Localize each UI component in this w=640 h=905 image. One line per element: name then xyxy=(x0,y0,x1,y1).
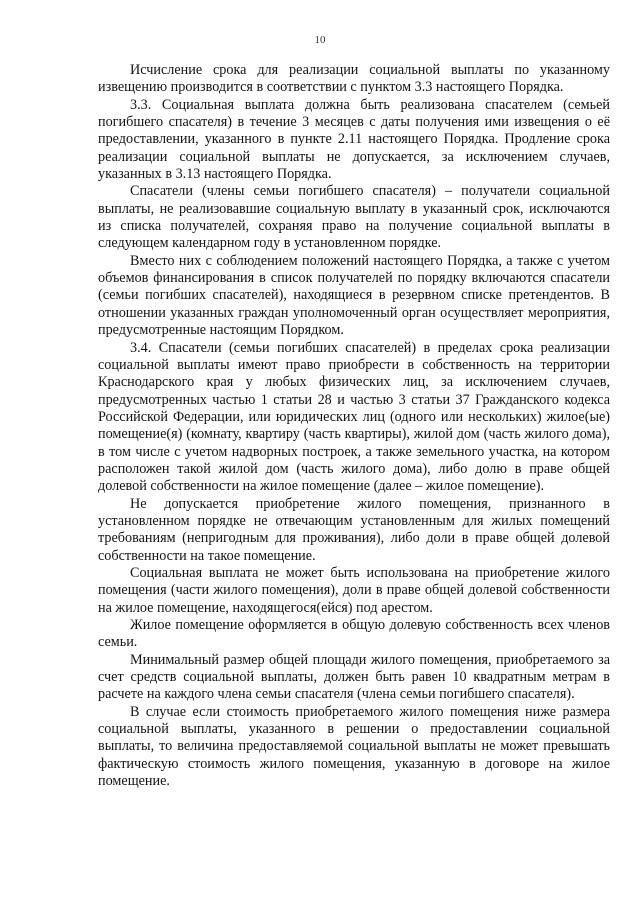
paragraph-6: Не допускается приобретение жилого помещения, признанного в установленном порядке не отвечающим установленным для жилых помещений требованиям (непригодным для проживания), либо доли в праве общей долевой собственности на такое помещение. xyxy=(98,495,610,564)
page-number: 10 xyxy=(314,34,326,46)
paragraph-1: Исчисление срока для реализации социальной выплаты по указанному извещению производится в соответствии с пунктом 3.3 настоящего Порядка. xyxy=(98,62,610,96)
paragraph-5: 3.4. Спасатели (семьи погибших спасателей) в пределах срока реализации социальной выплаты имеют право приобрести в собственность на территории Краснодарского края у любых физических лиц, за исключением случаев, предусмотренных частью 1 статьи 28 и частью 3 статьи 37 Гражданского кодекса Российской Федерации, или юридических лиц (одного или нескольких) жилое(ые) помещение(я) (комнату, квартиру (часть квартиры), жилой дом (часть жилого дома), в том числе с учетом надворных построек, а также земельного участка, на котором расположен такой жилой дом (часть жилого дома), либо долю в праве общей долевой собственности на жилое помещение (далее – жилое помещение). xyxy=(98,339,610,495)
paragraph-10: В случае если стоимость приобретаемого жилого помещения ниже размера социальной выплаты, указанного в решении о предоставлении социальной выплаты, то величина предоставляемой социальной выплаты не может превышать фактическую стоимость жилого помещения, указанную в договоре на жилое помещение. xyxy=(98,703,610,790)
paragraph-8: Жилое помещение оформляется в общую долевую собственность всех членов семьи. xyxy=(98,617,610,651)
document-body xyxy=(98,62,610,790)
paragraph-9: Минимальный размер общей площади жилого помещения, приобретаемого за счет средств социальной выплаты, должен быть равен 10 квадратным метрам в расчете на каждого члена семьи спасателя (члена семьи погибшего спасателя). xyxy=(98,651,610,703)
paragraph-4: Вместо них с соблюдением положений настоящего Порядка, а также с учетом объемов финансирования в список получателей по порядку включаются спасатели (семьи погибших спасателей), находящиеся в резервном списке претендентов. В отношении указанных граждан уполномоченный орган осуществляет мероприятия, предусмотренные настоящим Порядком. xyxy=(98,252,610,339)
paragraph-2: 3.3. Социальная выплата должна быть реализована спасателем (семьей погибшего спасателя) в течение 3 месяцев с даты получения ими извещения о её предоставлении, указанного в пункте 2.11 настоящего Порядка. Продление срока реализации социальной выплаты не допускается, за исключением случаев, указанных в 3.13 настоящего Порядка. xyxy=(98,96,610,183)
paragraph-7: Социальная выплата не может быть использована на приобретение жилого помещения (части жилого помещения), доли в праве общей долевой собственности на жилое помещение, находящегося(ейся) под арестом. xyxy=(98,564,610,616)
paragraph-3: Спасатели (члены семьи погибшего спасателя) – получатели социальной выплаты, не реализовавшие социальную выплату в указанный срок, исключаются из списка получателей, сохраняя право на получение социальной выплаты в следующем календарном году в установленном порядке. xyxy=(98,183,610,252)
